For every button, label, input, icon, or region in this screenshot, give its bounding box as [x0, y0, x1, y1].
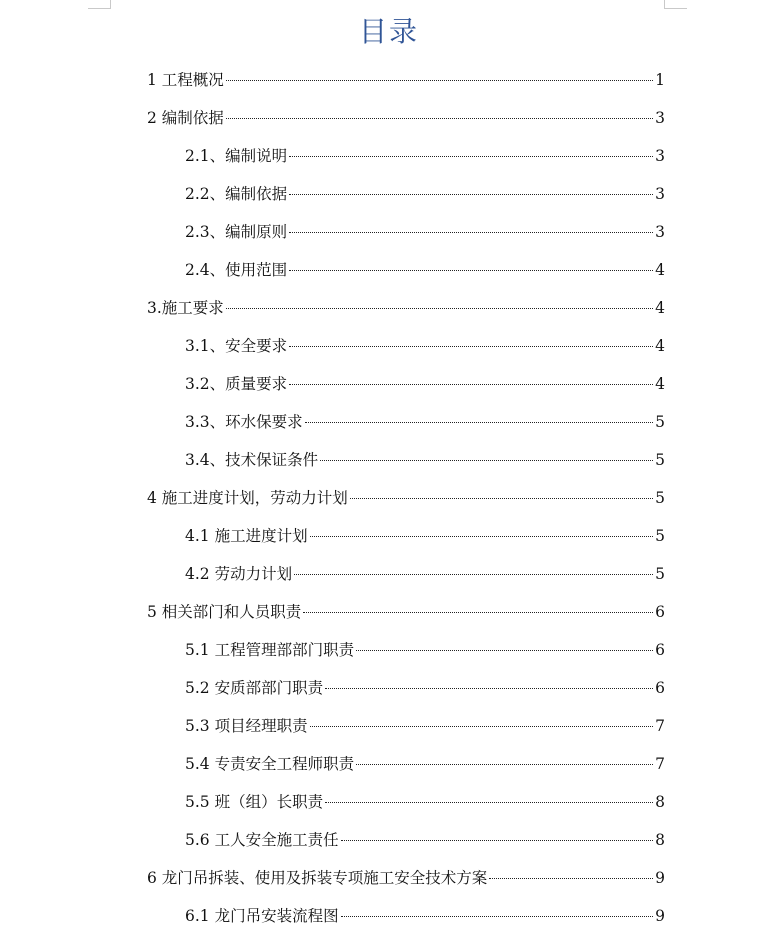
toc-entry-label: 3.4、技术保证条件 [185, 451, 319, 469]
toc-entry-label: 5.6 工人安全施工责任 [185, 831, 339, 849]
toc-page-number: 6 [655, 679, 665, 697]
toc-dot-leader [320, 459, 653, 461]
toc-entry-label: 4.1 施工进度计划 [185, 527, 308, 545]
toc-entry[interactable] [185, 555, 665, 593]
toc-entry[interactable] [185, 517, 665, 555]
toc-page-number: 5 [655, 489, 665, 507]
toc-page-number: 9 [655, 869, 665, 887]
toc-page-number: 4 [655, 261, 665, 279]
toc-dot-leader [289, 231, 653, 233]
toc-page-number: 3 [655, 147, 665, 165]
toc-entry[interactable] [185, 175, 665, 213]
toc-entry-label: 3.3、环水保要求 [185, 413, 303, 431]
toc-entry-label: 2.1、编制说明 [185, 147, 288, 165]
toc-entry-label: 5 相关部门和人员职责 [147, 603, 302, 621]
toc-entry[interactable] [185, 365, 665, 403]
toc-entry-label: 5.1 工程管理部部门职责 [185, 641, 355, 659]
toc-page-number: 9 [655, 907, 665, 925]
toc-dot-leader [226, 307, 653, 309]
toc-page-number: 4 [655, 337, 665, 355]
toc-entry[interactable] [147, 593, 665, 631]
toc-entry[interactable] [185, 441, 665, 479]
toc-dot-leader [325, 687, 653, 689]
toc-entry-label: 5.3 项目经理职责 [185, 717, 308, 735]
toc-dot-leader [289, 193, 653, 195]
toc-entry[interactable] [147, 859, 665, 897]
toc-dot-leader [356, 649, 653, 651]
toc-page-number: 8 [655, 793, 665, 811]
toc-dot-leader [294, 573, 653, 575]
toc-entry-label: 2 编制依据 [147, 109, 224, 127]
toc-entry[interactable] [185, 213, 665, 251]
toc-page-number: 3 [655, 109, 665, 127]
toc-entry-label: 5.4 专责安全工程师职责 [185, 755, 355, 773]
toc-entry-label: 4.2 劳动力计划 [185, 565, 293, 583]
toc-entry[interactable] [185, 707, 665, 745]
toc-dot-leader [226, 117, 653, 119]
toc-dot-leader [356, 763, 653, 765]
toc-page-number: 4 [655, 299, 665, 317]
toc-page-number: 6 [655, 641, 665, 659]
toc-dot-leader [310, 725, 654, 727]
toc-entry-label: 4 施工进度计划，劳动力计划 [147, 489, 348, 507]
toc-page-number: 3 [655, 223, 665, 241]
toc-page-number: 5 [655, 413, 665, 431]
toc-dot-leader [310, 535, 654, 537]
toc-entry-label: 3.施工要求 [147, 299, 224, 317]
toc-entry[interactable] [147, 99, 665, 137]
toc-dot-leader [341, 839, 654, 841]
toc-page-number: 4 [655, 375, 665, 393]
toc-entry[interactable] [185, 669, 665, 707]
toc-entry-label: 2.3、编制原则 [185, 223, 288, 241]
toc-entry[interactable] [185, 745, 665, 783]
toc-page-number: 5 [655, 527, 665, 545]
toc-list [0, 61, 778, 935]
toc-dot-leader [489, 877, 653, 879]
toc-dot-leader [350, 497, 653, 499]
toc-entry-label: 5.2 安质部部门职责 [185, 679, 324, 697]
toc-dot-leader [289, 155, 653, 157]
toc-entry[interactable] [185, 783, 665, 821]
toc-dot-leader [289, 269, 653, 271]
toc-dot-leader [305, 421, 653, 423]
toc-entry[interactable] [185, 137, 665, 175]
toc-entry-label: 5.5 班（组）长职责 [185, 793, 324, 811]
toc-dot-leader [341, 915, 654, 917]
page-margin-mark-right [664, 0, 687, 9]
toc-entry[interactable] [147, 289, 665, 327]
toc-entry[interactable] [185, 631, 665, 669]
toc-page-number: 5 [655, 565, 665, 583]
toc-entry-label: 1 工程概况 [147, 71, 224, 89]
toc-entry[interactable] [147, 479, 665, 517]
toc-entry-label: 3.2、质量要求 [185, 375, 288, 393]
toc-dot-leader [289, 383, 653, 385]
toc-entry-label: 3.1、安全要求 [185, 337, 288, 355]
toc-dot-leader [289, 345, 653, 347]
toc-title: 目录 [358, 15, 419, 48]
page-margin-mark-left [88, 0, 111, 9]
toc-page-number: 3 [655, 185, 665, 203]
toc-page-number: 6 [655, 603, 665, 621]
toc-entry[interactable] [185, 403, 665, 441]
toc-entry-label: 2.4、使用范围 [185, 261, 288, 279]
toc-entry[interactable] [185, 821, 665, 859]
toc-dot-leader [325, 801, 653, 803]
toc-page-number: 5 [655, 451, 665, 469]
toc-entry-label: 6.1 龙门吊安装流程图 [185, 907, 339, 925]
toc-page-number: 8 [655, 831, 665, 849]
toc-entry[interactable] [185, 251, 665, 289]
toc-entry-label: 2.2、编制依据 [185, 185, 288, 203]
toc-entry-label: 6 龙门吊拆装、使用及拆装专项施工安全技术方案 [147, 869, 488, 887]
toc-page-number: 1 [655, 71, 665, 89]
toc-entry[interactable] [147, 61, 665, 99]
toc-page-number: 7 [655, 755, 665, 773]
toc-page-number: 7 [655, 717, 665, 735]
toc-dot-leader [226, 79, 653, 81]
toc-dot-leader [303, 611, 653, 613]
toc-entry[interactable] [185, 327, 665, 365]
toc-entry[interactable] [185, 897, 665, 935]
